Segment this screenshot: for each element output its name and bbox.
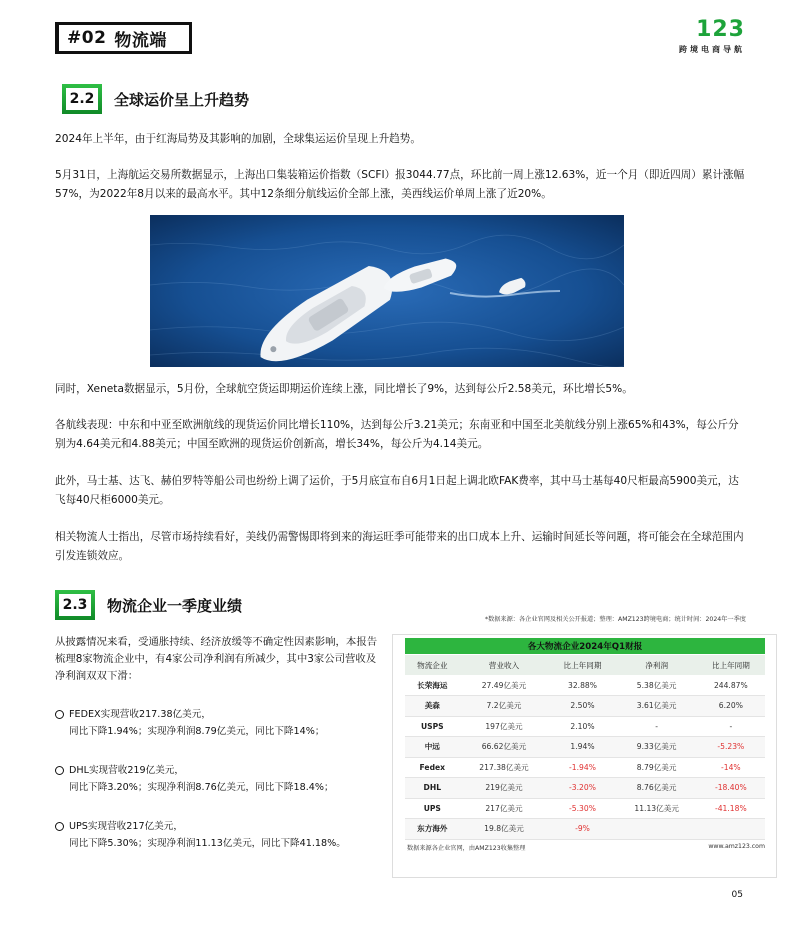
cell-revenue: 19.8亿美元 bbox=[460, 819, 549, 840]
chapter-number: #02 bbox=[67, 28, 107, 48]
cell-revenue: 197亿美元 bbox=[460, 716, 549, 737]
section-heading-2-3 bbox=[55, 590, 242, 620]
cell-profit-yoy: -18.40% bbox=[697, 778, 765, 799]
section-title: 全球运价呈上升趋势 bbox=[114, 90, 250, 109]
cell-company: DHL bbox=[405, 778, 460, 799]
table-title: 各大物流企业2024年Q1财报 bbox=[405, 638, 765, 654]
cell-revenue-yoy: 2.50% bbox=[548, 696, 616, 717]
table-website: www.amz123.com bbox=[708, 843, 765, 850]
cell-revenue: 219亿美元 bbox=[460, 778, 549, 799]
cell-profit-yoy: 244.87% bbox=[697, 675, 765, 696]
cell-profit: - bbox=[617, 716, 697, 737]
cell-company: Fedex bbox=[405, 757, 460, 778]
cell-profit-yoy: - bbox=[697, 716, 765, 737]
table-row bbox=[405, 737, 765, 758]
cell-profit: 8.79亿美元 bbox=[617, 757, 697, 778]
cell-revenue: 7.2亿美元 bbox=[460, 696, 549, 717]
cell-revenue-yoy: -9% bbox=[548, 819, 616, 840]
paragraph-performance-intro: 从披露情况来看，受通胀持续、经济放缓等不确定性因素影响，本报告梳理8家物流企业中，有4家公司净利润有所减少，其中3家公司营收及净利润双双下滑： bbox=[55, 636, 378, 682]
cell-profit bbox=[617, 819, 697, 840]
paragraph-routes: 各航线表现：中东和中亚至欧洲航线的现货运价同比增长110%，达到每公斤3.21美元；东南亚和中国至北美航线分别上涨65%和43%，每公斤分别为4.64美元和4.88美元；中国至欧洲的现货运价创新高，增长34%，每公斤为4.14美元。 bbox=[55, 419, 739, 450]
table-header: 比上年同期 bbox=[697, 655, 765, 675]
paragraph-intro: 2024年上半年，由于红海局势及其影响的加剧，全球集运运价呈现上升趋势。 bbox=[55, 133, 421, 145]
table-row bbox=[405, 757, 765, 778]
circle-bullet-icon bbox=[55, 766, 64, 775]
cell-company: UPS bbox=[405, 798, 460, 819]
table-row bbox=[405, 675, 765, 696]
cell-revenue: 27.49亿美元 bbox=[460, 675, 549, 696]
section-heading-2-2 bbox=[62, 84, 249, 114]
table-row bbox=[405, 819, 765, 840]
brand-slogan: 跨境电商导航 bbox=[679, 45, 745, 54]
cell-revenue: 217亿美元 bbox=[460, 798, 549, 819]
table-header: 比上年同期 bbox=[548, 655, 616, 675]
cell-revenue-yoy: -3.20% bbox=[548, 778, 616, 799]
table-footer bbox=[407, 843, 765, 852]
cell-company: 美森 bbox=[405, 696, 460, 717]
chapter-title: 物流端 bbox=[114, 30, 167, 51]
paragraph-outlook: 相关物流人士指出，尽管市场持续看好，美线仍需警惕即将到来的海运旺季可能带来的出口成本上升、运输时间延长等问题，将可能会在全球范围内引发连锁效应。 bbox=[55, 531, 744, 562]
cell-profit: 3.61亿美元 bbox=[617, 696, 697, 717]
chapter-tag bbox=[55, 22, 192, 54]
cell-profit: 9.33亿美元 bbox=[617, 737, 697, 758]
brand-logo bbox=[679, 18, 745, 55]
table-header: 物流企业 bbox=[405, 655, 460, 675]
cell-profit: 11.13亿美元 bbox=[617, 798, 697, 819]
financial-table bbox=[405, 655, 765, 840]
section-title: 物流企业一季度业绩 bbox=[107, 596, 243, 615]
paragraph-xeneta: 同时，Xeneta数据显示，5月份，全球航空货运即期运价连续上涨，同比增长了9%，达到每公斤2.58美元，环比增长5%。 bbox=[55, 383, 633, 395]
cell-profit: 5.38亿美元 bbox=[617, 675, 697, 696]
table-row bbox=[405, 798, 765, 819]
source-note: *数据来源：各企业官网及相关公开报道；整理：AMZ123跨境电商；统计时间：2024年一季度 bbox=[484, 616, 746, 623]
table-header: 净利润 bbox=[617, 655, 697, 675]
yacht-ocean-photo bbox=[150, 215, 624, 367]
financial-table-card bbox=[392, 634, 777, 878]
cell-profit-yoy bbox=[697, 819, 765, 840]
cell-profit-yoy: -41.18% bbox=[697, 798, 765, 819]
circle-bullet-icon bbox=[55, 710, 64, 719]
cell-company: 东方海外 bbox=[405, 819, 460, 840]
circle-bullet-icon bbox=[55, 822, 64, 831]
table-row bbox=[405, 696, 765, 717]
table-source: 数据来源各企业官网，由AMZ123收集整理 bbox=[407, 845, 526, 852]
cell-revenue-yoy: 2.10% bbox=[548, 716, 616, 737]
bullet-ups: UPS实现营收217亿美元， 同比下降5.30%；实现净利润11.13亿美元，同比下降41.18%。 bbox=[55, 818, 390, 852]
bullet-dhl: DHL实现营收219亿美元， 同比下降3.20%；实现净利润8.76亿美元，同比下降18.4%； bbox=[55, 762, 390, 796]
table-header-row bbox=[405, 655, 765, 675]
yacht-illustration bbox=[150, 215, 624, 367]
cell-profit-yoy: 6.20% bbox=[697, 696, 765, 717]
cell-revenue: 66.62亿美元 bbox=[460, 737, 549, 758]
cell-company: USPS bbox=[405, 716, 460, 737]
section-badge: 2.3 bbox=[59, 594, 91, 616]
table-row bbox=[405, 778, 765, 799]
cell-revenue-yoy: -5.30% bbox=[548, 798, 616, 819]
cell-profit-yoy: -14% bbox=[697, 757, 765, 778]
section-badge: 2.2 bbox=[66, 88, 98, 110]
cell-company: 长荣海运 bbox=[405, 675, 460, 696]
page-number: 05 bbox=[731, 890, 743, 900]
cell-revenue-yoy: 1.94% bbox=[548, 737, 616, 758]
cell-profit-yoy: -5.23% bbox=[697, 737, 765, 758]
cell-profit: 8.76亿美元 bbox=[617, 778, 697, 799]
paragraph-carriers: 此外，马士基、达飞、赫伯罗特等船公司也纷纷上调了运价，于5月底宣布自6月1日起上调北欧FAK费率，其中马士基每40尺柜最高5900美元，达飞每40尺柜6000美元。 bbox=[55, 475, 739, 506]
paragraph-scfi: 5月31日，上海航运交易所数据显示，上海出口集装箱运价指数（SCFI）报3044.77点，环比前一周上涨12.63%，近一个月（即近四周）累计涨幅57%，为2022年8月以来的最高水平。其中12条细分航线运价全部上涨，美西线运价单周上涨了近20%。 bbox=[55, 169, 745, 200]
brand-logo-text: 123 bbox=[696, 17, 745, 42]
cell-revenue-yoy: 32.88% bbox=[548, 675, 616, 696]
cell-company: 中远 bbox=[405, 737, 460, 758]
cell-revenue-yoy: -1.94% bbox=[548, 757, 616, 778]
cell-revenue: 217.38亿美元 bbox=[460, 757, 549, 778]
table-row bbox=[405, 716, 765, 737]
table-header: 营业收入 bbox=[460, 655, 549, 675]
bullet-fedex: FEDEX实现营收217.38亿美元， 同比下降1.94%；实现净利润8.79亿美元，同比下降14%； bbox=[55, 706, 390, 740]
